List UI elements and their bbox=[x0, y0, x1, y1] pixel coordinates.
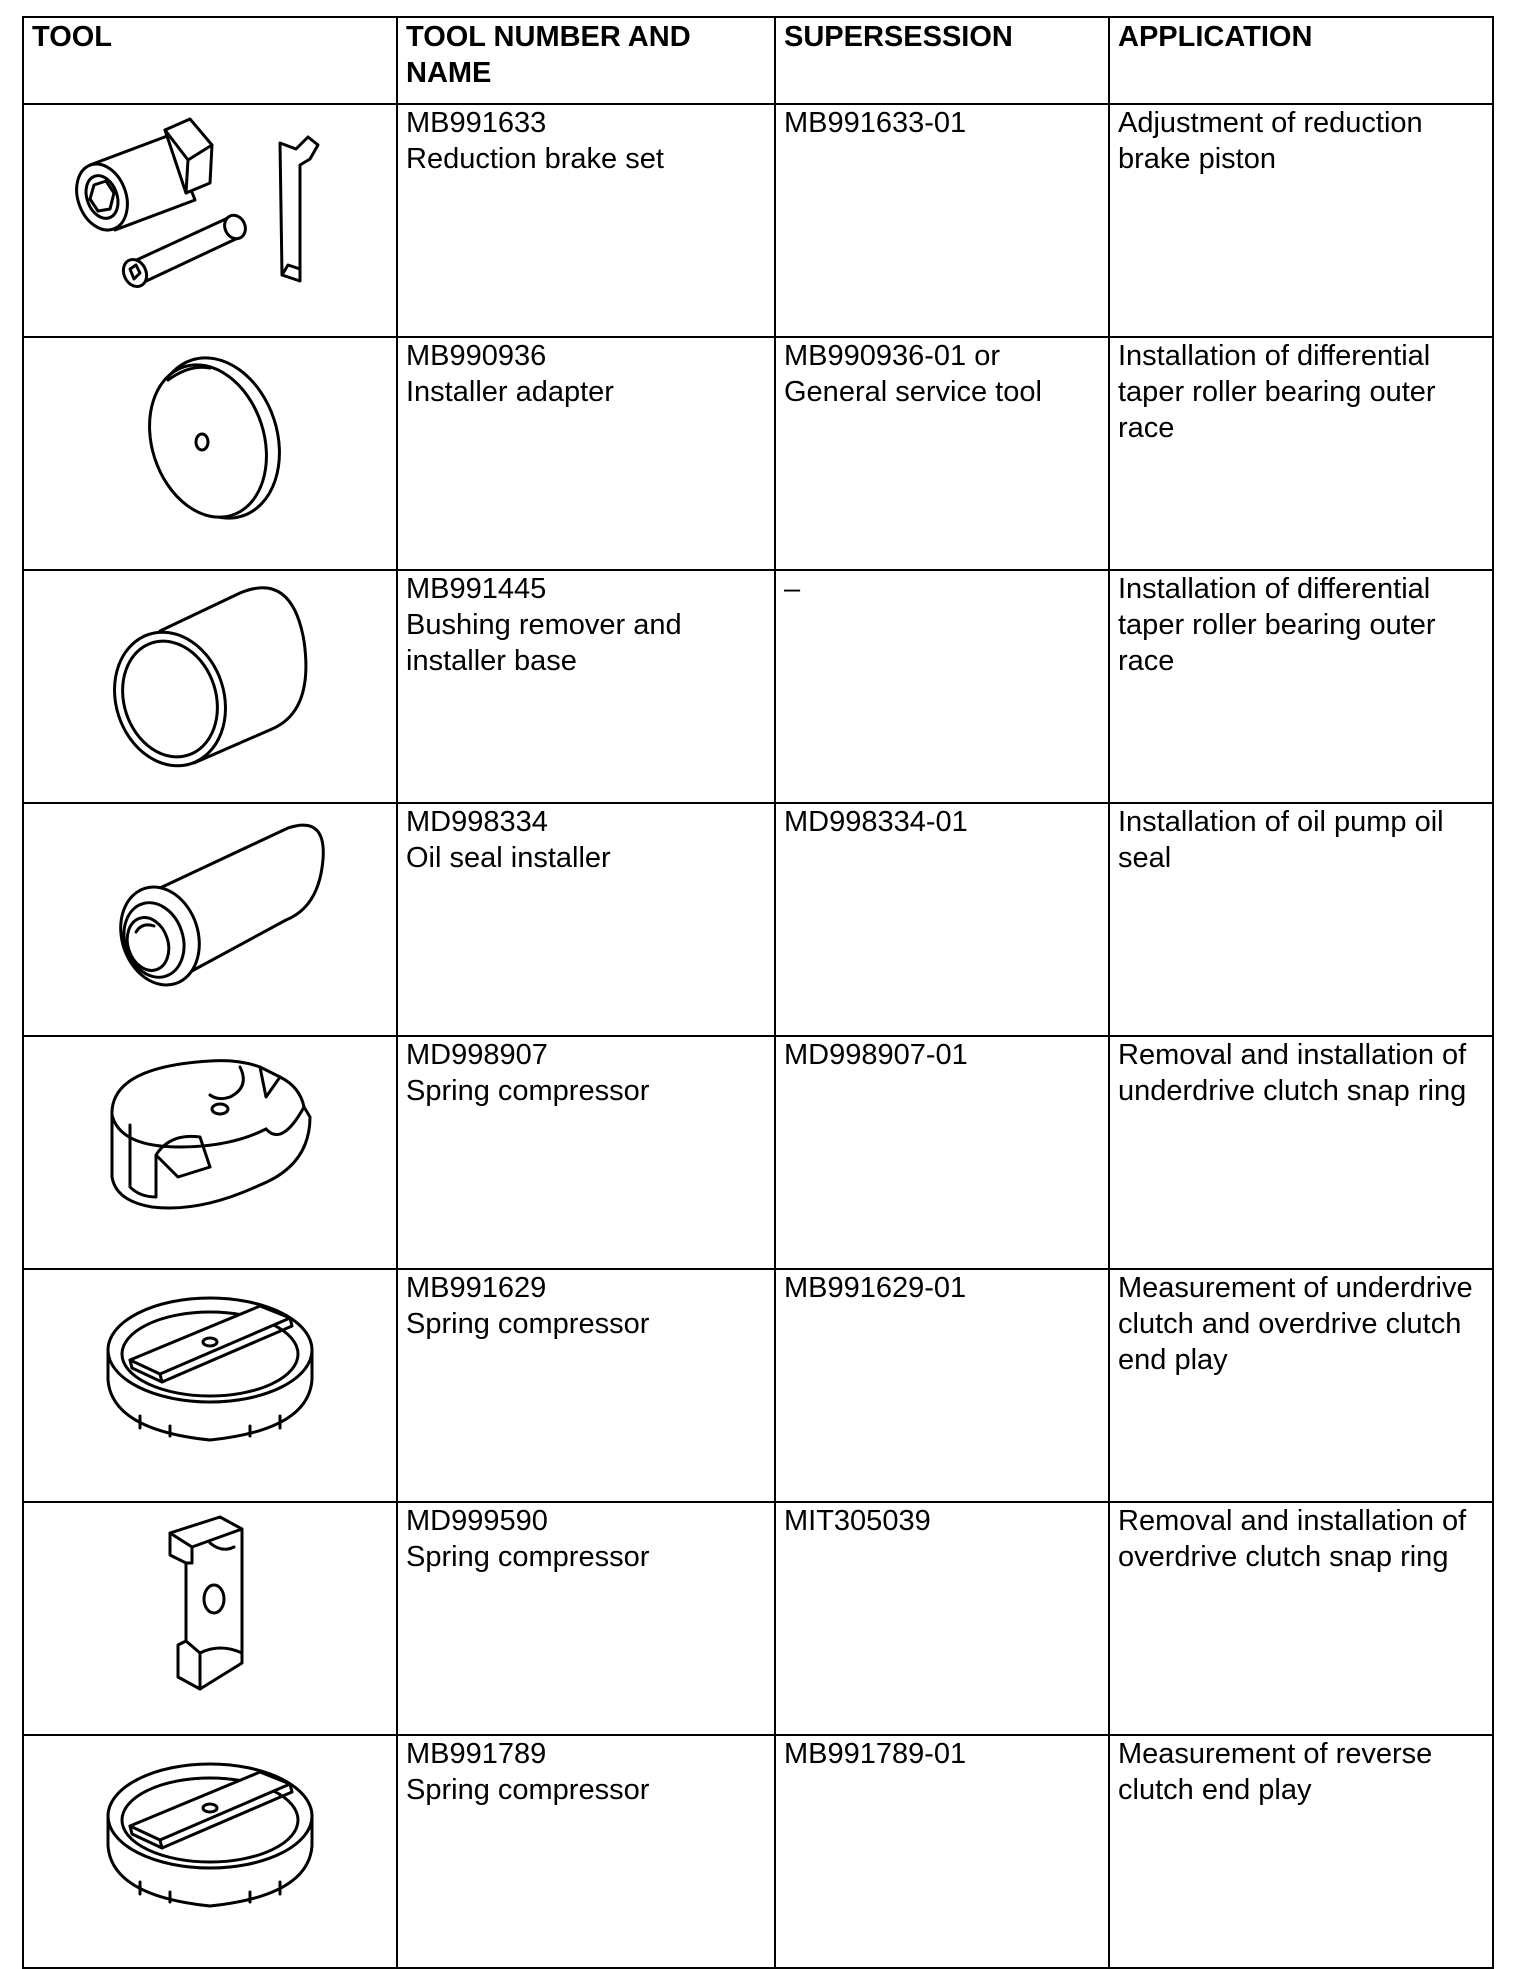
tool-number: MB991789 bbox=[406, 1738, 547, 1770]
tool-name: Spring compressor bbox=[406, 1075, 650, 1107]
header-application: APPLICATION bbox=[1109, 17, 1493, 104]
tool-number-and-name-cell bbox=[397, 1036, 775, 1269]
tool-illustration-cell bbox=[23, 570, 397, 803]
tool-name: Installer adapter bbox=[406, 376, 614, 408]
tool-number: MB991445 bbox=[406, 573, 547, 605]
supersession-cell: MB991789-01 bbox=[775, 1735, 1109, 1968]
tool-number-and-name-cell bbox=[397, 104, 775, 337]
header-supersession: SUPERSESSION bbox=[775, 17, 1109, 104]
supersession-cell: MB991629-01 bbox=[775, 1269, 1109, 1502]
tool-number: MB990936 bbox=[406, 340, 547, 372]
tool-name: Bushing remover and installer base bbox=[406, 609, 682, 677]
tool-illustration-cell bbox=[23, 1269, 397, 1502]
spring-compressor-ring-icon bbox=[60, 1736, 360, 1936]
tool-number-and-name-cell bbox=[397, 1269, 775, 1502]
oil-seal-installer-icon bbox=[60, 804, 360, 1004]
reduction-brake-set-icon bbox=[60, 105, 360, 305]
header-tool: TOOL bbox=[23, 17, 397, 104]
spring-compressor-icon bbox=[60, 1037, 360, 1237]
application-cell: Installation of differential taper roller bearing outer race bbox=[1109, 337, 1493, 570]
application-cell: Measurement of reverse clutch end play bbox=[1109, 1735, 1493, 1968]
tool-number: MD998907 bbox=[406, 1039, 548, 1071]
tool-name: Oil seal installer bbox=[406, 842, 611, 874]
application-cell: Adjustment of reduction brake piston bbox=[1109, 104, 1493, 337]
tool-illustration-cell bbox=[23, 1502, 397, 1735]
header-tool-number-and-name: TOOL NUMBER AND NAME bbox=[397, 17, 775, 104]
tool-name: Reduction brake set bbox=[406, 143, 664, 175]
tool-illustration-cell bbox=[23, 1735, 397, 1968]
tool-number-and-name-cell bbox=[397, 803, 775, 1036]
spring-compressor-ring-icon bbox=[60, 1270, 360, 1470]
tool-number: MB991629 bbox=[406, 1272, 547, 1304]
table-row bbox=[23, 104, 1493, 337]
application-cell: Measurement of underdrive clutch and overdrive clutch end play bbox=[1109, 1269, 1493, 1502]
table-row bbox=[23, 1036, 1493, 1269]
tool-number: MB991633 bbox=[406, 107, 547, 139]
supersession-cell: MIT305039 bbox=[775, 1502, 1109, 1735]
supersession-cell: – bbox=[775, 570, 1109, 803]
tool-number: MD999590 bbox=[406, 1505, 548, 1537]
application-cell: Installation of oil pump oil seal bbox=[1109, 803, 1493, 1036]
tool-name: Spring compressor bbox=[406, 1541, 650, 1573]
tool-illustration-cell bbox=[23, 803, 397, 1036]
tool-number-and-name-cell bbox=[397, 337, 775, 570]
table-row bbox=[23, 803, 1493, 1036]
spring-compressor-bracket-icon bbox=[60, 1503, 360, 1703]
tool-name: Spring compressor bbox=[406, 1774, 650, 1806]
tool-number: MD998334 bbox=[406, 806, 548, 838]
tool-illustration-cell bbox=[23, 104, 397, 337]
table-row bbox=[23, 337, 1493, 570]
header-row bbox=[23, 17, 1493, 104]
supersession-cell: MB991633-01 bbox=[775, 104, 1109, 337]
tool-number-and-name-cell bbox=[397, 570, 775, 803]
tool-illustration-cell bbox=[23, 337, 397, 570]
installer-adapter-icon bbox=[60, 338, 360, 538]
bushing-base-icon bbox=[60, 571, 360, 771]
tool-number-and-name-cell bbox=[397, 1735, 775, 1968]
table-row bbox=[23, 1269, 1493, 1502]
application-cell: Installation of differential taper roller bearing outer race bbox=[1109, 570, 1493, 803]
table-row bbox=[23, 1735, 1493, 1968]
tool-number-and-name-cell bbox=[397, 1502, 775, 1735]
table-row bbox=[23, 1502, 1493, 1735]
tool-name: Spring compressor bbox=[406, 1308, 650, 1340]
tool-illustration-cell bbox=[23, 1036, 397, 1269]
supersession-cell: MD998334-01 bbox=[775, 803, 1109, 1036]
supersession-cell: MD998907-01 bbox=[775, 1036, 1109, 1269]
table-row bbox=[23, 570, 1493, 803]
application-cell: Removal and installation of overdrive clutch snap ring bbox=[1109, 1502, 1493, 1735]
supersession-cell: MB990936-01 or General service tool bbox=[775, 337, 1109, 570]
application-cell: Removal and installation of underdrive clutch snap ring bbox=[1109, 1036, 1493, 1269]
special-tools-table bbox=[22, 16, 1494, 1969]
